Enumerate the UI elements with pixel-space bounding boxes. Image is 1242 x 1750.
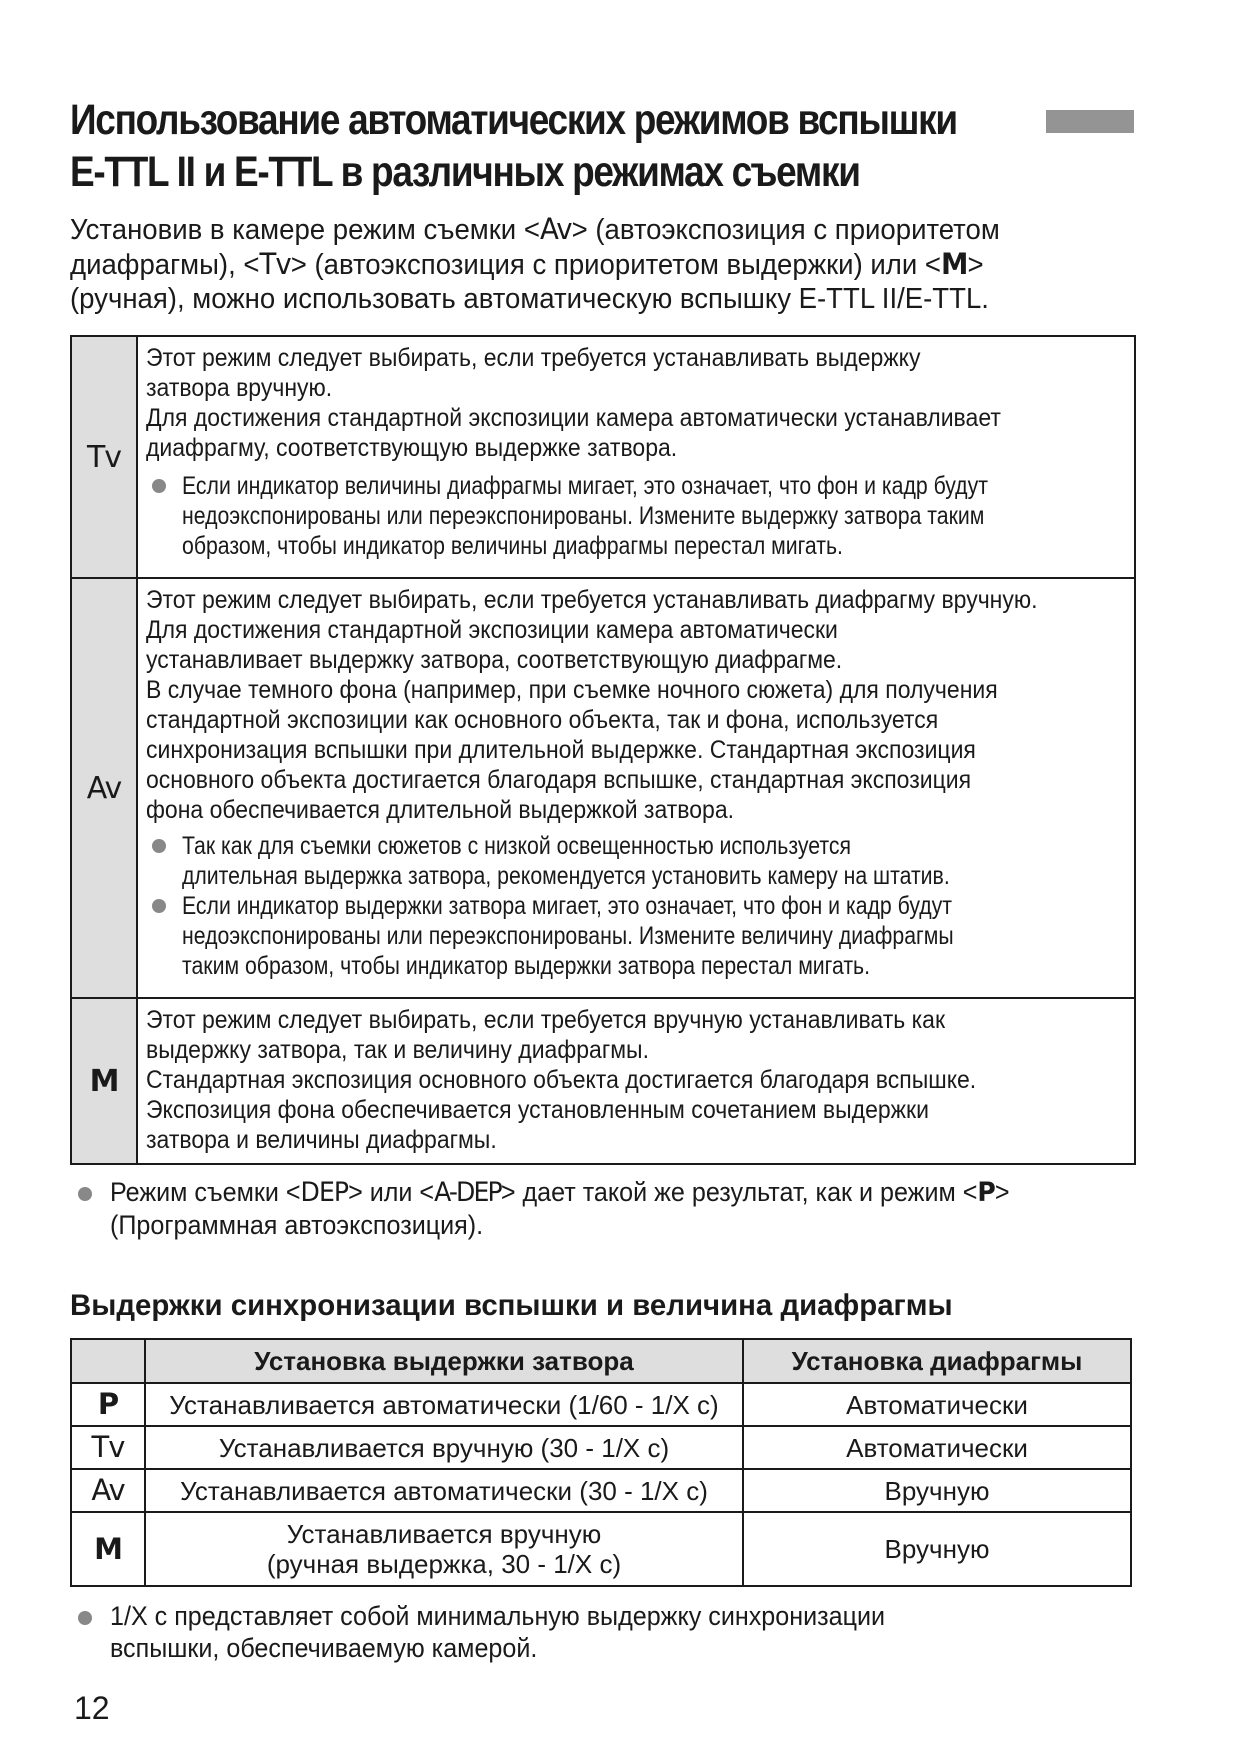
cell-line: Устанавливается вручную (286, 1519, 602, 1549)
bullet-note (146, 471, 1130, 561)
table-header-row (71, 1339, 1131, 1383)
mode-label: Tv (91, 1430, 125, 1464)
av-mode-icon (71, 1469, 145, 1512)
mode-description (138, 999, 1134, 1163)
shutter-cell: Устанавливается вручную (30 - 1/X с) (145, 1426, 743, 1469)
mode-row-m (72, 997, 1134, 1163)
mode-label: Tv (86, 439, 122, 475)
m-mode-icon: M (941, 247, 968, 281)
text-line: таким образом, чтобы индикатор выдержки затвора перестал мигать. (182, 952, 871, 980)
cell-line: (ручная выдержка, 30 - 1/X с) (266, 1549, 622, 1579)
text-line: В случае темного фона (например, при съемке ночного сюжета) для получения (146, 676, 998, 704)
note-min-sync (78, 1600, 943, 1664)
p-mode-icon (71, 1383, 145, 1426)
table-header-blank (71, 1339, 145, 1383)
mode-description (138, 579, 1134, 997)
note-fragment: Режим съемки < (110, 1177, 301, 1207)
text-line: недоэкспонированы или переэкспонированы. Измените величину диафрагмы (182, 922, 954, 950)
bullet-note (146, 891, 1126, 981)
intro-paragraph (70, 212, 1096, 316)
note-text (110, 1600, 885, 1664)
note-line1: 1/X с представляет собой минимальную выдержку синхронизации (110, 1601, 886, 1631)
m-mode-icon (71, 1512, 145, 1586)
aperture-cell: Автоматически (743, 1383, 1131, 1426)
shutter-cell (145, 1512, 743, 1586)
table-row (71, 1469, 1131, 1512)
note-dep-modes (78, 1176, 1077, 1241)
text-line: стандартной экспозиции как основного объекта, так и фона, используется (146, 706, 939, 734)
aperture-cell: Автоматически (743, 1426, 1131, 1469)
m-mode-icon (72, 999, 138, 1163)
page-title-line1: Использование автоматических режимов вспышки (70, 96, 957, 144)
tv-mode-icon (72, 337, 138, 577)
av-mode-icon (72, 579, 138, 997)
aperture-cell: Вручную (743, 1469, 1131, 1512)
page-number: 12 (74, 1690, 110, 1726)
mode-label: P (97, 1387, 119, 1421)
text-line: Для достижения стандартной экспозиции камера автоматически устанавливает (146, 404, 1001, 432)
text-line: основного объекта достигается благодаря вспышке, стандартная экспозиция (146, 766, 972, 794)
text-line: Так как для съемки сюжетов с низкой освещенностью используется (182, 832, 852, 860)
a-dep-mode-icon: A-DEP (434, 1177, 501, 1208)
text-line: Экспозиция фона обеспечивается установленным сочетанием выдержки (146, 1096, 929, 1124)
p-mode-icon: P (977, 1177, 995, 1208)
text-line: Для достижения стандартной экспозиции камера автоматически (146, 616, 838, 644)
text-line: длительная выдержка затвора, рекомендуется установить камеру на штатив. (182, 862, 950, 890)
bullet-text (182, 831, 950, 891)
bullet-dot-icon (152, 839, 166, 853)
note-fragment: > (994, 1177, 1010, 1207)
shutter-cell: Устанавливается автоматически (30 - 1/X с) (145, 1469, 743, 1512)
intro-text: > (автоэкспозиция с приоритетом (571, 214, 1000, 246)
text-line: Этот режим следует выбирать, если требуется устанавливать выдержку (146, 344, 921, 372)
bullet-note (146, 831, 1126, 891)
mode-label: M (89, 1063, 119, 1099)
note-line2: (Программная автоэкспозиция). (110, 1210, 484, 1240)
text-line: Если индикатор величины диафрагмы мигает, это означает, что фон и кадр будут (182, 472, 988, 500)
bullet-dot-icon (152, 479, 166, 493)
text-line: затвора вручную. (146, 374, 333, 402)
av-mode-icon: Av (539, 212, 572, 246)
page-title-line2: E-TTL II и E-TTL в различных режимах съемки (70, 148, 860, 196)
header-aperture: Установка диафрагмы (743, 1339, 1131, 1383)
mode-label: Av (91, 1473, 125, 1507)
bullet-dot-icon (78, 1611, 92, 1625)
intro-text: Установив в камере режим съемки < (70, 214, 540, 246)
intro-text: > (автоэкспозиция с приоритетом выдержки) или < (290, 249, 942, 281)
note-text (110, 1176, 1010, 1241)
m-description-text (146, 1005, 1120, 1155)
tv-mode-icon: Tv (259, 247, 291, 281)
table-row (71, 1512, 1131, 1586)
note-line1 (110, 1176, 1010, 1209)
intro-text: > (967, 249, 984, 281)
note-line2: вспышки, обеспечиваемую камерой. (110, 1633, 538, 1663)
bullet-dot-icon (78, 1187, 92, 1201)
mode-description-table (70, 335, 1136, 1165)
sync-speed-table (70, 1338, 1132, 1587)
page-title (70, 94, 957, 198)
table-row (71, 1426, 1131, 1469)
av-description-text (146, 585, 1120, 825)
section-heading: Выдержки синхронизации вспышки и величина диафрагмы (70, 1289, 953, 1322)
mode-row-av (72, 577, 1134, 997)
tv-description-text (146, 343, 1124, 463)
text-line: синхронизация вспышки при длительной выдержке. Стандартная экспозиция (146, 736, 976, 764)
mode-label: Av (86, 770, 122, 806)
intro-line2 (70, 247, 1096, 282)
mode-label: M (94, 1531, 122, 1566)
aperture-cell: Вручную (743, 1512, 1131, 1586)
intro-line1 (70, 212, 1096, 247)
note-fragment: > или < (348, 1177, 435, 1207)
text-line: фона обеспечивается длительной выдержкой затвора. (146, 796, 735, 824)
text-line: устанавливает выдержку затвора, соответствующую диафрагме. (146, 646, 843, 674)
bullet-text (182, 471, 988, 561)
bullet-dot-icon (152, 899, 166, 913)
text-line: диафрагму, соответствующую выдержке затвора. (146, 434, 678, 462)
text-line: затвора и величины диафрагмы. (146, 1126, 497, 1154)
text-line: Стандартная экспозиция основного объекта достигается благодаря вспышке. (146, 1066, 977, 1094)
mode-row-tv (72, 337, 1134, 577)
text-line: недоэкспонированы или переэкспонированы. Измените выдержку затвора таким (182, 502, 985, 530)
bullet-text (182, 891, 954, 981)
text-line: Этот режим следует выбирать, если требуется вручную устанавливать как (146, 1006, 946, 1034)
tv-mode-icon (71, 1426, 145, 1469)
text-line: Если индикатор выдержки затвора мигает, это означает, что фон и кадр будут (182, 892, 953, 920)
mode-description (138, 337, 1138, 577)
text-line: образом, чтобы индикатор величины диафрагмы перестал мигать. (182, 532, 843, 560)
text-line: выдержку затвора, так и величину диафрагмы. (146, 1036, 649, 1064)
shutter-cell: Устанавливается автоматически (1/60 - 1/X с) (145, 1383, 743, 1426)
note-fragment: > дает такой же результат, как и режим < (500, 1177, 978, 1207)
table-row (71, 1383, 1131, 1426)
dep-mode-icon: DEP (300, 1177, 349, 1208)
section-marker-bar (1046, 110, 1134, 133)
intro-text: диафрагмы), < (70, 249, 260, 281)
text-line: Этот режим следует выбирать, если требуется устанавливать диафрагму вручную. (146, 586, 1038, 614)
header-shutter: Установка выдержки затвора (145, 1339, 743, 1383)
intro-line3: (ручная), можно использовать автоматическую вспышку E-TTL II/E-TTL. (70, 283, 989, 315)
